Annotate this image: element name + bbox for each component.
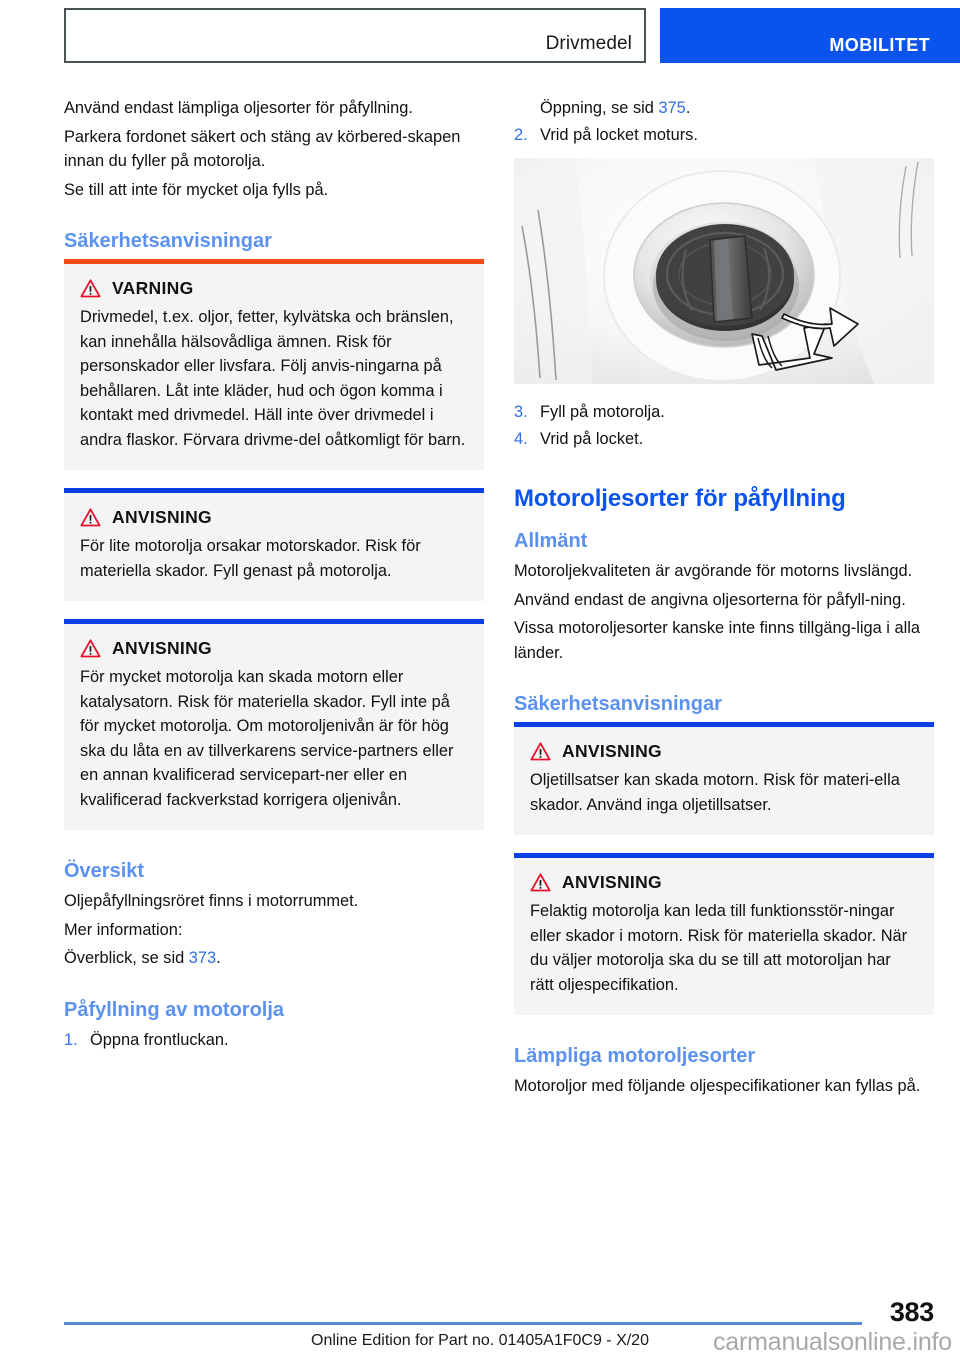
heading-safety-instructions-right: Säkerhetsanvisningar [514, 693, 722, 715]
step-ref-suffix: . [685, 99, 691, 117]
step-text: Vrid på locket. [540, 430, 644, 448]
notice-box-note-3 [514, 722, 934, 835]
overview-ref-prefix: Överblick, se sid [64, 949, 189, 967]
general-paragraph-3: Vissa motoroljesorter kanske inte finns tillgäng-liga i alla länder. [514, 619, 921, 662]
overview-paragraph-1: Oljepåfyllningsröret finns i motorrummet. [64, 892, 359, 910]
step-number: 2. [514, 126, 528, 144]
notice-box-note-4 [514, 853, 934, 1015]
warning-triangle-icon [80, 639, 101, 658]
step-text: Vrid på locket moturs. [540, 126, 698, 144]
heading-oil-filling: Påfyllning av motorolja [64, 998, 285, 1021]
step-continuation-reference [514, 96, 934, 121]
intro-paragraph-1: Använd endast lämpliga oljesorter för påfyllning. [64, 99, 413, 117]
heading-general: Allmänt [514, 530, 588, 552]
notice-header [80, 507, 468, 528]
page-header [0, 8, 960, 65]
oil-filler-cap-illustration [514, 158, 934, 384]
left-column [64, 96, 484, 1055]
overview-ref-page[interactable]: 373 [188, 949, 217, 967]
step-number: 4. [514, 430, 528, 448]
heading-overview: Översikt [64, 860, 145, 882]
notice-title: VARNING [112, 278, 194, 298]
step-item [64, 1028, 484, 1053]
notice-body: För mycket motorolja kan skada motorn eller katalysatorn. Risk för materiella skador. Fyll inte på för mycket motorolja. Om motoroljenivån är för hög ska du låta en av tillverkarens service-partners eller en annan kvalificerad servicepart-ner eller en kvalificerad fackverkstad korrigera oljenivån. [80, 668, 454, 809]
notice-body: Oljetillsatser kan skada motorn. Risk för materi-ella skador. Använd inga oljetillsatser. [530, 771, 900, 814]
notice-header [530, 872, 918, 893]
notice-title: ANVISNING [112, 638, 212, 658]
page-number: 383 [889, 1297, 934, 1327]
step-item [514, 427, 934, 452]
notice-header [530, 741, 918, 762]
notice-title: ANVISNING [112, 507, 212, 527]
oil-filler-cap-photo [514, 158, 934, 384]
general-paragraph-2: Använd endast de angivna oljesorterna för påfyll-ning. [514, 590, 906, 609]
heading-safety-instructions-left: Säkerhetsanvisningar [64, 230, 272, 252]
overview-cross-reference [64, 946, 484, 971]
notice-body: Felaktig motorolja kan leda till funktionsstör-ningar eller skador i motorn. Risk för materiella skador. När du väljer motorolja ska du se till att motoroljan har rätt oljespecifikation. [530, 902, 908, 994]
notice-box-warning [64, 259, 484, 470]
notice-title: ANVISNING [562, 741, 662, 761]
notice-body: Drivmedel, t.ex. oljor, fetter, kylvätska och bränslen, kan innehålla hälsovådliga ämnen. Risk för personskador eller livsfara. Följ anvis-ningarna på behållaren. Låt inte kläder, hud och ögon komma i kontakt med drivmedel. Häll inte över drivmedel i andra flaskor. Förvara drivme-del oåtkomligt för barn. [80, 308, 466, 449]
warning-triangle-icon [530, 742, 551, 761]
header-chapter-box [64, 8, 646, 63]
notice-box-note-1 [64, 488, 484, 601]
overview-ref-suffix: . [216, 949, 221, 967]
notice-header [80, 638, 468, 659]
heading-engine-oil-types: Motoroljesorter för påfyllning [514, 485, 846, 512]
suitable-oil-paragraph: Motoroljor med följande oljespecifikationer kan fyllas på. [514, 1077, 921, 1095]
step-text: Fyll på motorolja. [540, 403, 665, 421]
site-watermark: carmanualsonline.info [712, 1328, 952, 1356]
step-item [514, 400, 934, 425]
warning-triangle-icon [530, 873, 551, 892]
footer-rule [64, 1322, 862, 1325]
header-section-label: MOBILITET [829, 35, 930, 55]
right-column [514, 96, 934, 1103]
header-section-tab [660, 8, 960, 63]
general-paragraph-1: Motoroljekvaliteten är avgörande för motorns livslängd. [514, 562, 913, 580]
notice-body: För lite motorolja orsakar motorskador. Risk för materiella skador. Fyll genast på motorolja. [80, 537, 421, 580]
notice-header [80, 278, 468, 299]
step-ref-prefix: Öppning, se sid [540, 99, 659, 117]
intro-paragraph-2: Parkera fordonet säkert och stäng av körbered-skapen innan du fyller på motorolja. [64, 127, 461, 170]
steps-list-left [64, 1028, 484, 1053]
heading-suitable-oil-types: Lämpliga motoroljesorter [514, 1045, 756, 1067]
step-number: 3. [514, 403, 528, 421]
notice-title: ANVISNING [562, 872, 662, 892]
header-chapter-label: Drivmedel [545, 33, 632, 54]
step-number: 1. [64, 1030, 78, 1049]
notice-box-note-2 [64, 619, 484, 830]
overview-paragraph-2: Mer information: [64, 920, 183, 939]
edition-notice: Online Edition for Part no. 01405A1F0C9 - X/20 [311, 1332, 649, 1349]
step-ref-page[interactable]: 375 [658, 99, 686, 117]
warning-triangle-icon [80, 279, 101, 298]
warning-triangle-icon [80, 508, 101, 527]
intro-paragraph-3: Se till att inte för mycket olja fylls på. [64, 180, 329, 199]
step-text: Öppna frontluckan. [90, 1030, 229, 1049]
step-item [514, 123, 934, 148]
